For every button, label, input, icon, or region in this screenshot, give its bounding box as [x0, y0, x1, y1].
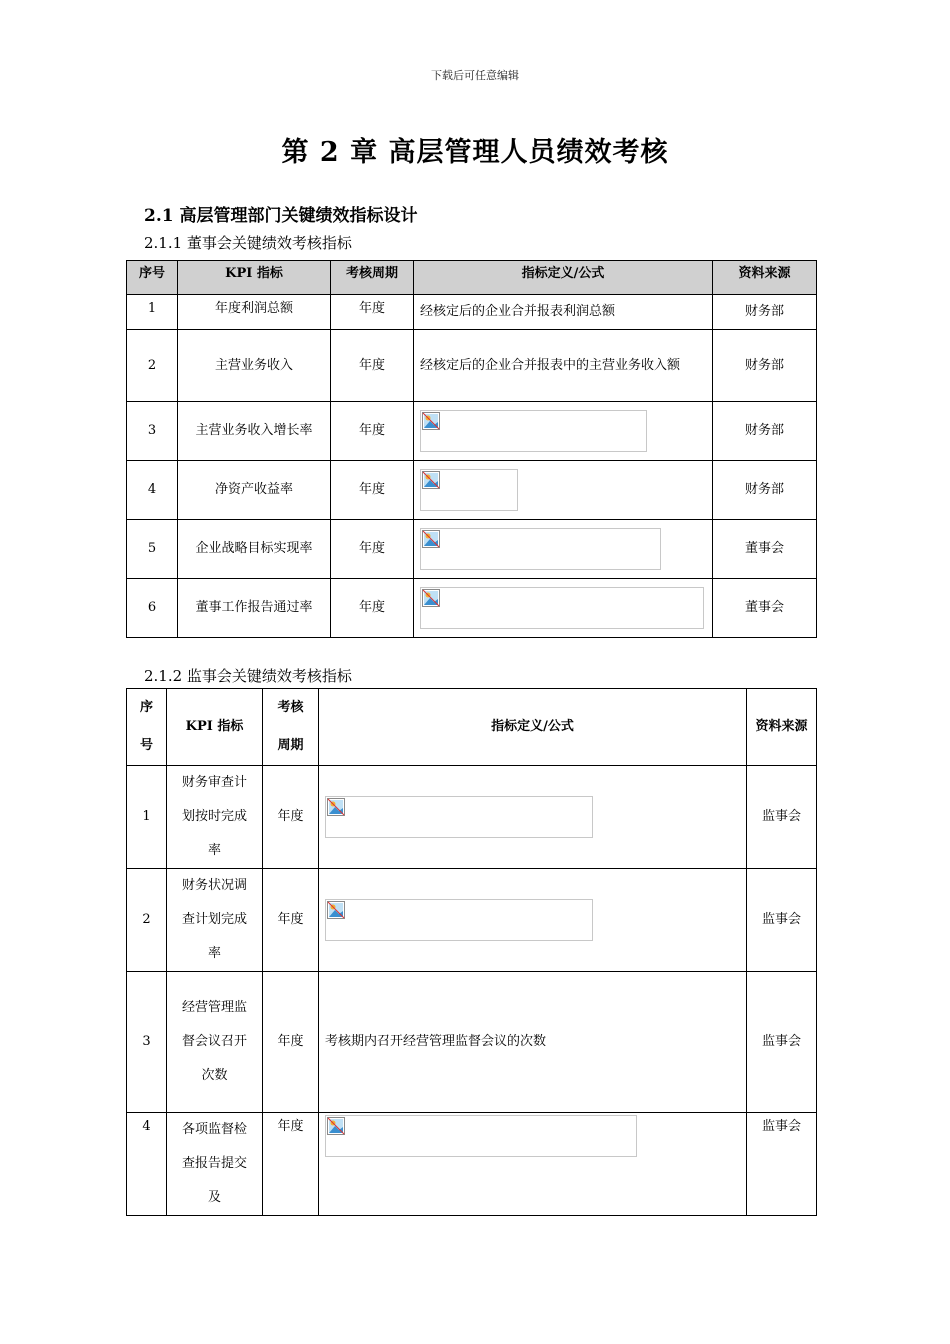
col-header-no: 序号 [127, 689, 167, 766]
table-row [127, 330, 817, 402]
row-period: 年度 [331, 579, 414, 638]
row-no: 6 [127, 579, 178, 638]
row-source: 财务部 [713, 402, 817, 461]
row-period: 年度 [263, 766, 319, 869]
table-header-row [127, 261, 817, 295]
row-kpi: 净资产收益率 [178, 461, 331, 520]
table-row [127, 1113, 817, 1216]
row-definition [319, 766, 747, 869]
row-definition [414, 402, 713, 461]
row-period: 年度 [331, 520, 414, 579]
row-source: 财务部 [713, 461, 817, 520]
row-no: 1 [127, 295, 178, 330]
formula-image [420, 469, 518, 511]
col-header-definition: 指标定义/公式 [414, 261, 713, 295]
table-header-row [127, 689, 817, 766]
row-kpi: 经营管理监督会议召开次数 [167, 972, 263, 1113]
table-row [127, 972, 817, 1113]
section-title: 2.1 高层管理部门关键绩效指标设计 [144, 206, 418, 226]
supervisory-kpi-table [126, 688, 817, 1216]
broken-image-icon [327, 901, 345, 919]
row-period: 年度 [263, 869, 319, 972]
row-period: 年度 [331, 295, 414, 330]
row-kpi: 财务审查计划按时完成率 [167, 766, 263, 869]
header-note: 下载后可任意编辑 [431, 69, 519, 82]
row-kpi: 年度利润总额 [178, 295, 331, 330]
col-header-period: 考核周期 [263, 689, 319, 766]
broken-image-icon [327, 798, 345, 816]
table-row [127, 461, 817, 520]
row-period: 年度 [331, 402, 414, 461]
row-no: 2 [127, 869, 167, 972]
row-definition: 经核定后的企业合并报表利润总额 [414, 295, 713, 330]
broken-image-icon [327, 1117, 345, 1135]
formula-image [325, 899, 593, 941]
row-source: 监事会 [747, 1113, 817, 1216]
row-definition [414, 461, 713, 520]
table1-subtitle: 2.1.1 董事会关键绩效考核指标 [144, 234, 352, 252]
row-definition [414, 520, 713, 579]
broken-image-icon [422, 412, 440, 430]
table-row [127, 579, 817, 638]
row-definition: 经核定后的企业合并报表中的主营业务收入额 [414, 330, 713, 402]
broken-image-icon [422, 530, 440, 548]
row-no: 1 [127, 766, 167, 869]
table-row [127, 869, 817, 972]
col-header-kpi: KPI 指标 [178, 261, 331, 295]
row-definition [414, 579, 713, 638]
table2-subtitle: 2.1.2 监事会关键绩效考核指标 [144, 667, 352, 685]
table-row [127, 520, 817, 579]
row-kpi: 各项监督检查报告提交及 [167, 1113, 263, 1216]
row-period: 年度 [263, 1113, 319, 1216]
col-header-kpi: KPI 指标 [167, 689, 263, 766]
formula-image [420, 587, 704, 629]
row-no: 3 [127, 402, 178, 461]
chapter-title: 第 2 章 高层管理人员绩效考核 [281, 137, 669, 168]
row-no: 2 [127, 330, 178, 402]
col-header-no: 序号 [127, 261, 178, 295]
row-definition [319, 869, 747, 972]
formula-image [325, 796, 593, 838]
row-kpi: 财务状况调查计划完成率 [167, 869, 263, 972]
row-kpi: 主营业务收入增长率 [178, 402, 331, 461]
row-no: 4 [127, 461, 178, 520]
row-source: 财务部 [713, 330, 817, 402]
formula-image [420, 410, 647, 452]
row-source: 董事会 [713, 520, 817, 579]
table-row [127, 402, 817, 461]
table-row [127, 295, 817, 330]
row-no: 4 [127, 1113, 167, 1216]
row-no: 5 [127, 520, 178, 579]
col-header-period: 考核周期 [331, 261, 414, 295]
col-header-definition: 指标定义/公式 [319, 689, 747, 766]
col-header-source: 资料来源 [713, 261, 817, 295]
row-source: 财务部 [713, 295, 817, 330]
formula-image [325, 1115, 637, 1157]
table-row [127, 766, 817, 869]
row-source: 监事会 [747, 972, 817, 1113]
formula-image [420, 528, 661, 570]
broken-image-icon [422, 589, 440, 607]
board-kpi-table [126, 260, 817, 638]
row-source: 监事会 [747, 869, 817, 972]
row-kpi: 董事工作报告通过率 [178, 579, 331, 638]
row-kpi: 主营业务收入 [178, 330, 331, 402]
row-source: 监事会 [747, 766, 817, 869]
row-period: 年度 [331, 330, 414, 402]
row-definition [319, 1113, 747, 1216]
broken-image-icon [422, 471, 440, 489]
row-period: 年度 [263, 972, 319, 1113]
row-no: 3 [127, 972, 167, 1113]
row-period: 年度 [331, 461, 414, 520]
row-kpi: 企业战略目标实现率 [178, 520, 331, 579]
row-definition: 考核期内召开经营管理监督会议的次数 [319, 972, 747, 1113]
row-source: 董事会 [713, 579, 817, 638]
col-header-source: 资料来源 [747, 689, 817, 766]
